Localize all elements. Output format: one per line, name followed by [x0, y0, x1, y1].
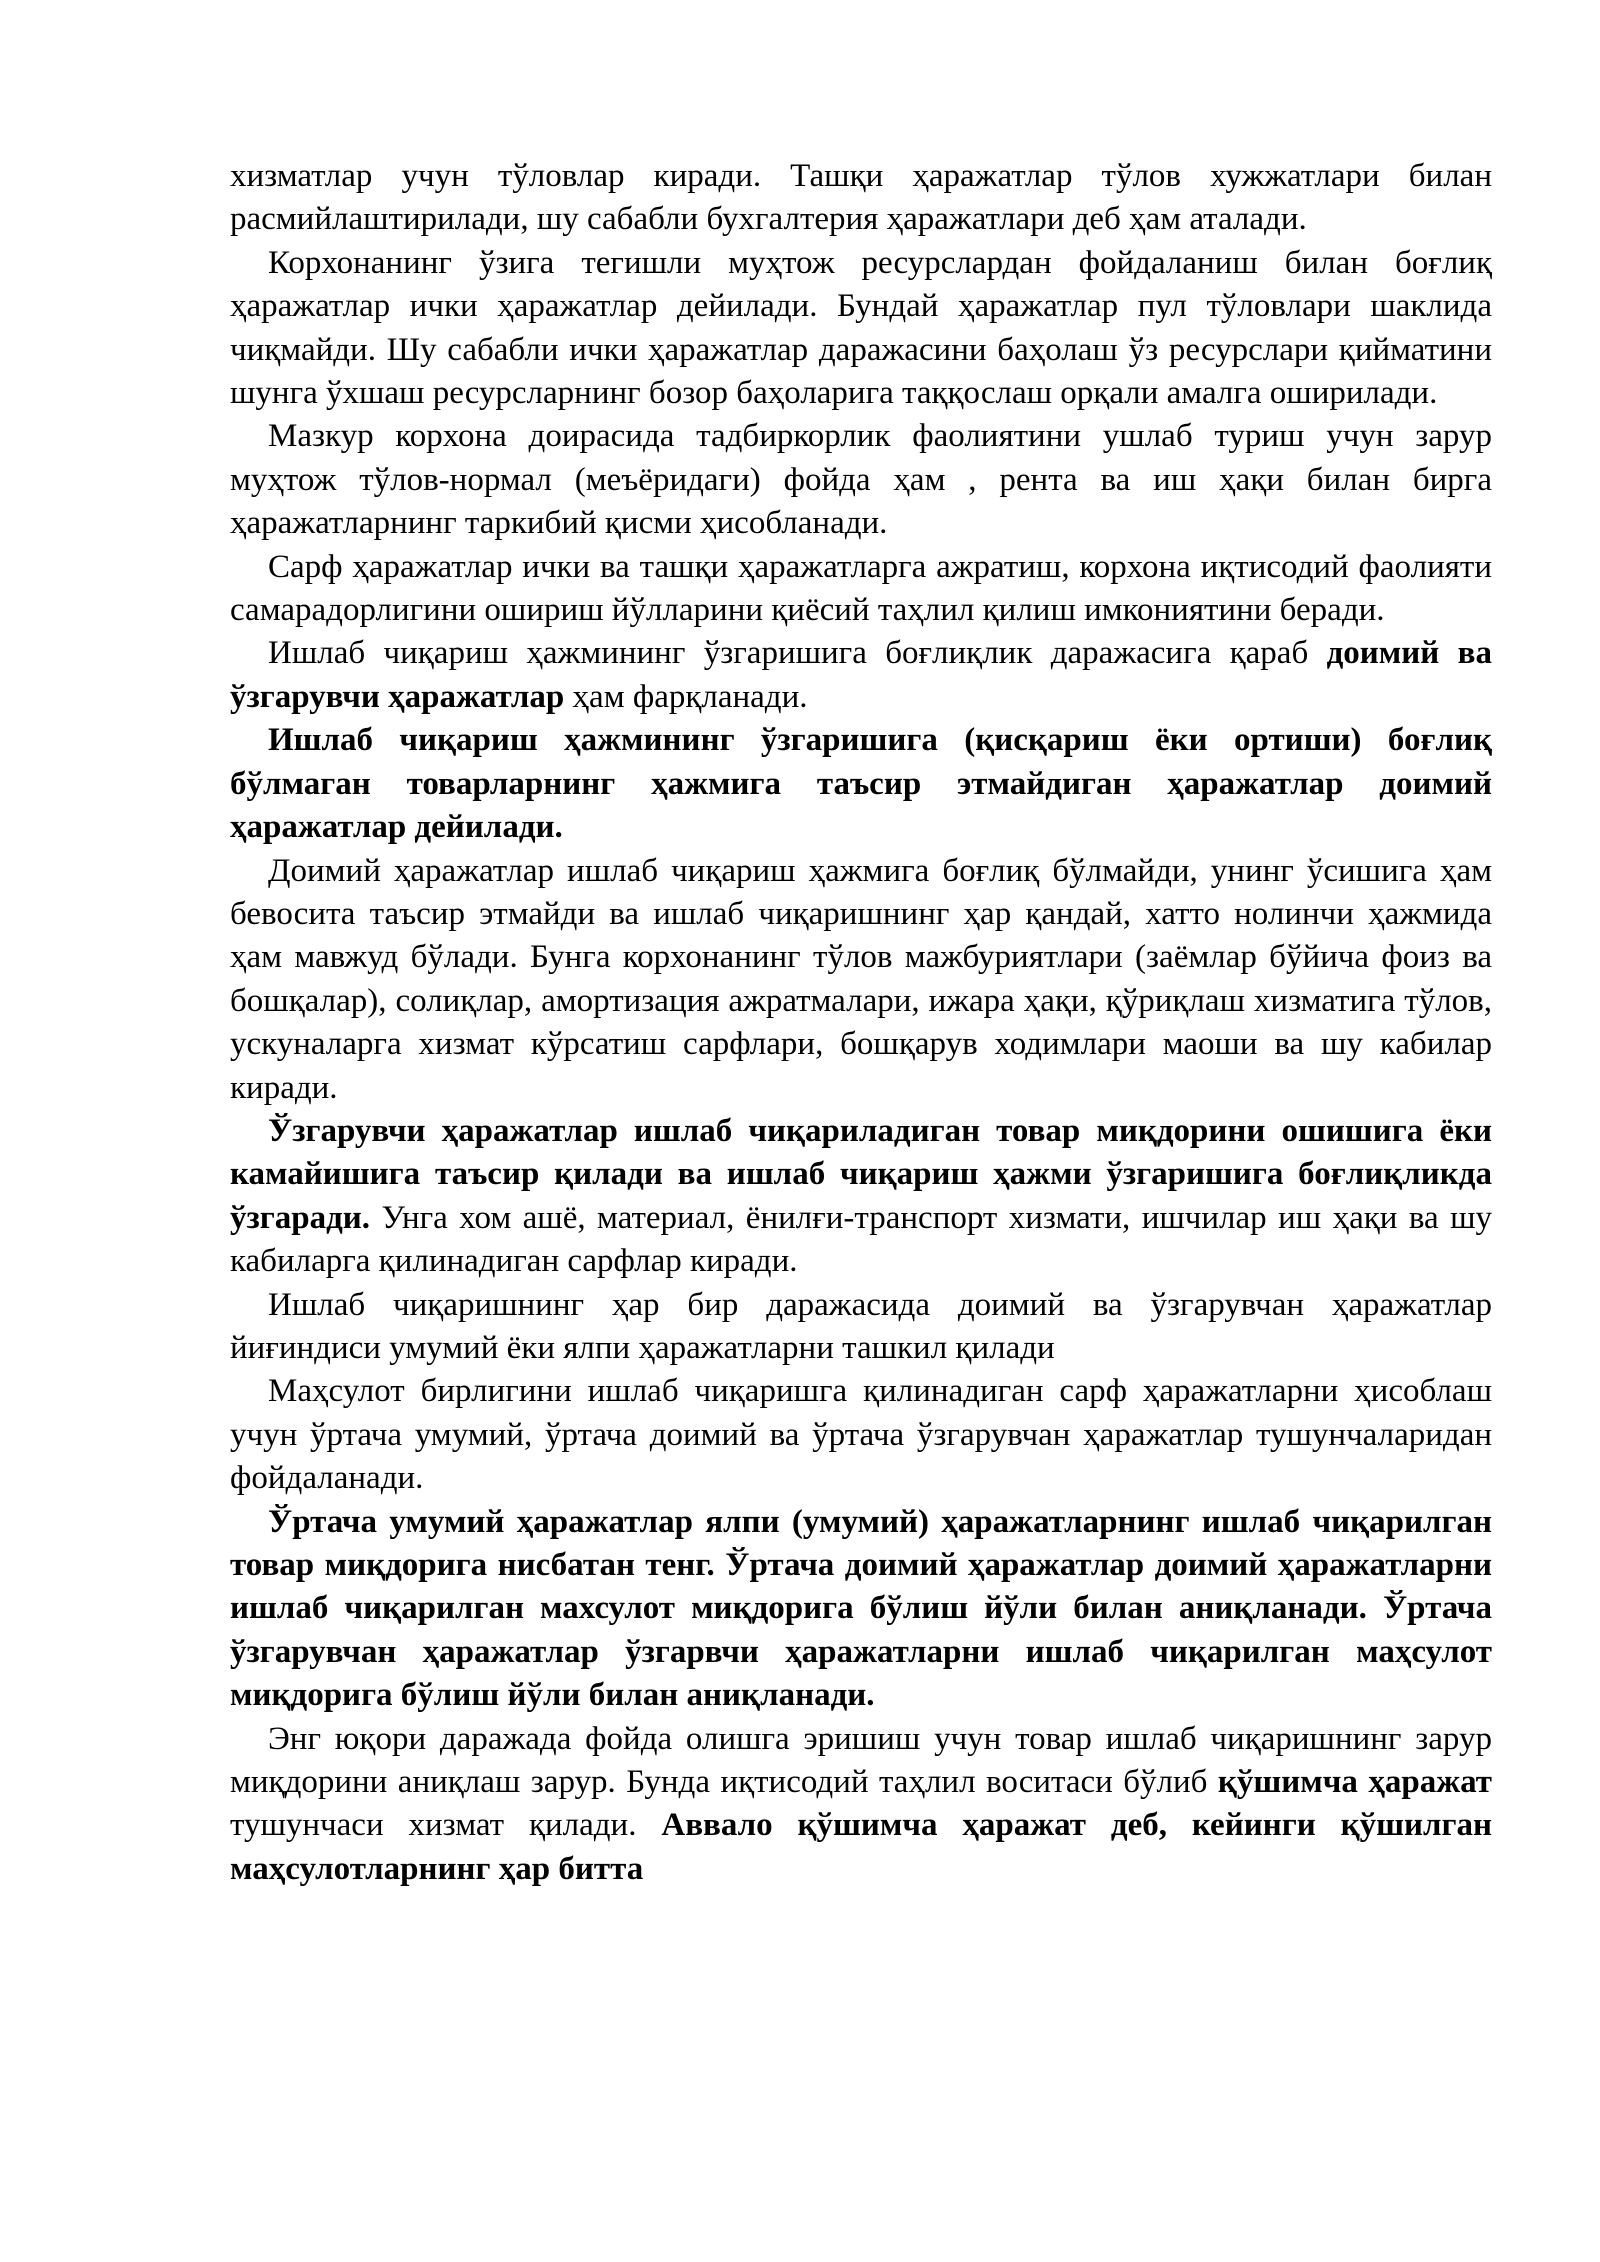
text-run: хизматлар учун тўловлар киради. Ташқи ҳаражатлар тўлов хужжатлари билан расмийлаштирилади, шу сабабли бухгалтерия ҳаражатлари деб ҳам аталади.	[230, 158, 1492, 238]
paragraph	[230, 1370, 1492, 1500]
paragraph	[230, 1284, 1492, 1371]
text-run: Маҳсулот бирлигини ишлаб чиқаришга қилинадиган сарф ҳаражатларни ҳисоблаш учун ўртача умумий, ўртача доимий ва ўртача ўзгарувчан ҳаражатлар тушунчаларидан фойдаланади.	[230, 1373, 1492, 1497]
bold-text-run: Ишлаб чиқариш ҳажмининг ўзгаришига (қисқариш ёки ортиши) боғлиқ бўлмаган товарларнинг ҳажмига таъсир этмайдиган ҳаражатлар доимий ҳаражатлар дейилади.	[230, 722, 1492, 846]
text-run: Ишлаб чиқаришнинг ҳар бир даражасида доимий ва ўзгарувчан ҳаражатлар йиғиндиси умумий ёки ялпи ҳаражатларни ташкил қилади	[230, 1286, 1492, 1366]
paragraph	[230, 719, 1492, 849]
text-run: Корхонанинг ўзига тегишли муҳтож ресурслардан фойдаланиш билан боғлиқ ҳаражатлар ички ҳаражатлар дейилади. Бундай ҳаражатлар пул тўловлари шаклида чиқмайди. Шу сабабли ички ҳаражатлар даражасини баҳолаш ўз ресурслари қийматини шунга ўхшаш ресурсларнинг бозор баҳоларига таққослаш орқали амалга оширилади.	[230, 244, 1492, 412]
bold-text-run: Ўртача умумий ҳаражатлар ялпи (умумий) ҳаражатларнинг ишлаб чиқарилган товар миқдорига нисбатан тенг. Ўртача доимий ҳаражатлар доимий ҳаражатларни ишлаб чиқарилган махсулот миқдорига бўлиш йўли билан аниқланади. Ўртача ўзгарувчан ҳаражатлар ўзгарвчи ҳаражатларни ишлаб чиқарилган маҳсулот миқдорига бўлиш йўли билан аниқланади.	[230, 1503, 1492, 1714]
text-run: Энг юқори даражада фойда олишга эришиш учун товар ишлаб чиқаришнинг зарур миқдорини аниқлаш зарур. Бунда иқтисодий таҳлил воситаси бўлиб	[230, 1720, 1492, 1801]
text-run: ҳам фарқланади.	[564, 678, 808, 715]
paragraph	[230, 415, 1492, 545]
text-run: Сарф ҳаражатлар ички ва ташқи ҳаражатларга ажратиш, корхона иқтисодий фаолияти самарадорлигини ошириш йўлларини қиёсий таҳлил қилиш имкониятини беради.	[230, 548, 1492, 629]
paragraph	[230, 242, 1492, 416]
text-run: Доимий ҳаражатлар ишлаб чиқариш ҳажмига боғлиқ бўлмайди, унинг ўсишига ҳам бевосита таъсир этмайди ва ишлаб чиқаришнинг ҳар қандай, хатто нолинчи ҳажмида ҳам мавжуд бўлади. Бунга корхонанинг тўлов мажбуриятлари (заёмлар бўйича фоиз ва бошқалар), солиқлар, амортизация ажратмалари, ижара ҳақи, қўриқлаш хизматига тўлов, ускуналарга хизмат кўрсатиш сарфлари, бошқарув ходимлари маоши ва шу кабилар киради.	[230, 852, 1492, 1106]
text-run: Унга хом ашё, материал, ёнилғи-транспорт хизмати, ишчилар иш ҳақи ва шу кабиларга қилинадиган сарфлар киради.	[230, 1199, 1492, 1280]
bold-text-run: Ўзгарувчи ҳаражатлар ишлаб чиқариладиган товар миқдорини ошишига ёки камайишига таъсир қилади ва ишлаб чиқариш ҳажми ўзгаришига боғлиқликда ўзгаради.	[230, 1112, 1492, 1236]
text-run: тушунчаси хизмат қилади.	[230, 1807, 662, 1844]
paragraph	[230, 1110, 1492, 1284]
document-page	[230, 155, 1492, 1891]
text-run: Ишлаб чиқариш ҳажмининг ўзгаришига боғлиқлик даражасига қараб	[268, 635, 1327, 672]
paragraph	[230, 850, 1492, 1110]
paragraph	[230, 1501, 1492, 1718]
paragraph	[230, 155, 1492, 242]
text-run: Мазкур корхона доирасида тадбиркорлик фаолиятини ушлаб туриш учун зарур муҳтож тўлов-нормал (меъёридаги) фойда ҳам , рента ва иш ҳақи билан бирга ҳаражатларнинг таркибий қисми ҳисобланади.	[230, 418, 1492, 542]
paragraph	[230, 1718, 1492, 1892]
bold-text-run: қўшимча ҳаражат	[1217, 1764, 1492, 1801]
paragraph	[230, 632, 1492, 719]
paragraph	[230, 546, 1492, 633]
bold-text-run: Аввало қўшимча ҳаражат деб, кейинги қўшилган маҳсулотларнинг ҳар битта	[230, 1807, 1493, 1887]
bold-text-run: доимий ва ўзгарувчи ҳаражатлар	[230, 635, 1492, 715]
